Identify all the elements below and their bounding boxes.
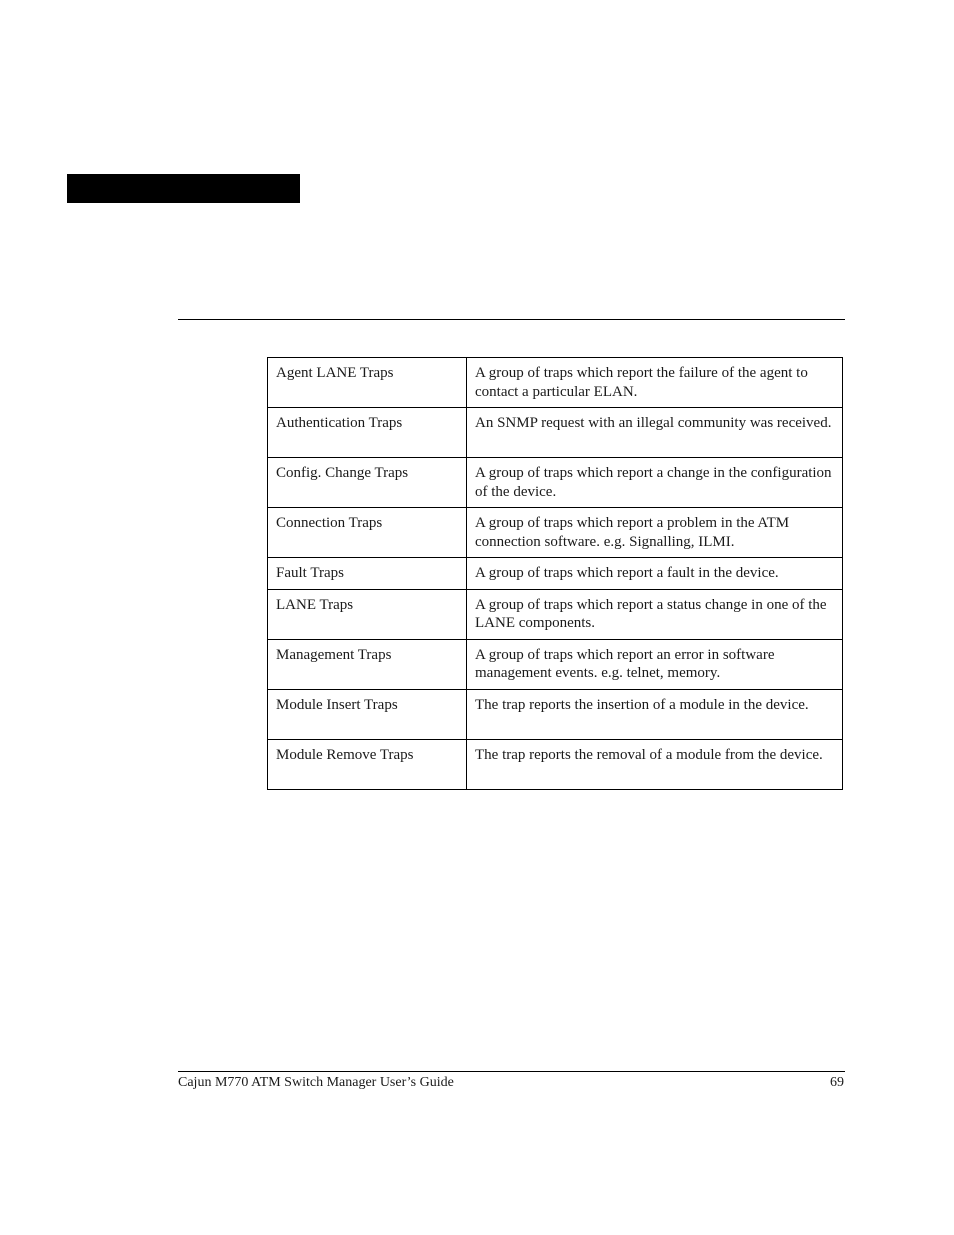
table-row <box>268 458 843 508</box>
trap-description: A group of traps which report a fault in the device. <box>467 558 843 590</box>
trap-description: A group of traps which report the failure of the agent to contact a particular ELAN. <box>467 358 843 408</box>
table-row <box>268 739 843 789</box>
trap-name: Connection Traps <box>268 508 467 558</box>
table-row <box>268 408 843 458</box>
trap-name: Module Remove Traps <box>268 739 467 789</box>
trap-name: Authentication Traps <box>268 408 467 458</box>
table-row <box>268 358 843 408</box>
trap-description: A group of traps which report a problem in the ATM connection software. e.g. Signalling, ILMI. <box>467 508 843 558</box>
trap-name: Config. Change Traps <box>268 458 467 508</box>
trap-name: Agent LANE Traps <box>268 358 467 408</box>
chapter-header-bar <box>67 174 300 203</box>
table-row <box>268 558 843 590</box>
footer-title: Cajun M770 ATM Switch Manager User’s Guide <box>178 1075 454 1090</box>
footer-rule <box>178 1071 845 1072</box>
table-row <box>268 508 843 558</box>
table-row <box>268 639 843 689</box>
trap-name: LANE Traps <box>268 589 467 639</box>
trap-name: Fault Traps <box>268 558 467 590</box>
table-row <box>268 689 843 739</box>
trap-description: A group of traps which report a change in the configuration of the device. <box>467 458 843 508</box>
trap-description: An SNMP request with an illegal community was received. <box>467 408 843 458</box>
trap-name: Module Insert Traps <box>268 689 467 739</box>
traps-table <box>267 357 843 790</box>
trap-name: Management Traps <box>268 639 467 689</box>
page-number: 69 <box>830 1075 844 1090</box>
section-rule <box>178 319 845 320</box>
trap-description: The trap reports the removal of a module from the device. <box>467 739 843 789</box>
trap-description: A group of traps which report an error in software management events. e.g. telnet, memory. <box>467 639 843 689</box>
table-row <box>268 589 843 639</box>
trap-description: A group of traps which report a status change in one of the LANE components. <box>467 589 843 639</box>
trap-description: The trap reports the insertion of a module in the device. <box>467 689 843 739</box>
